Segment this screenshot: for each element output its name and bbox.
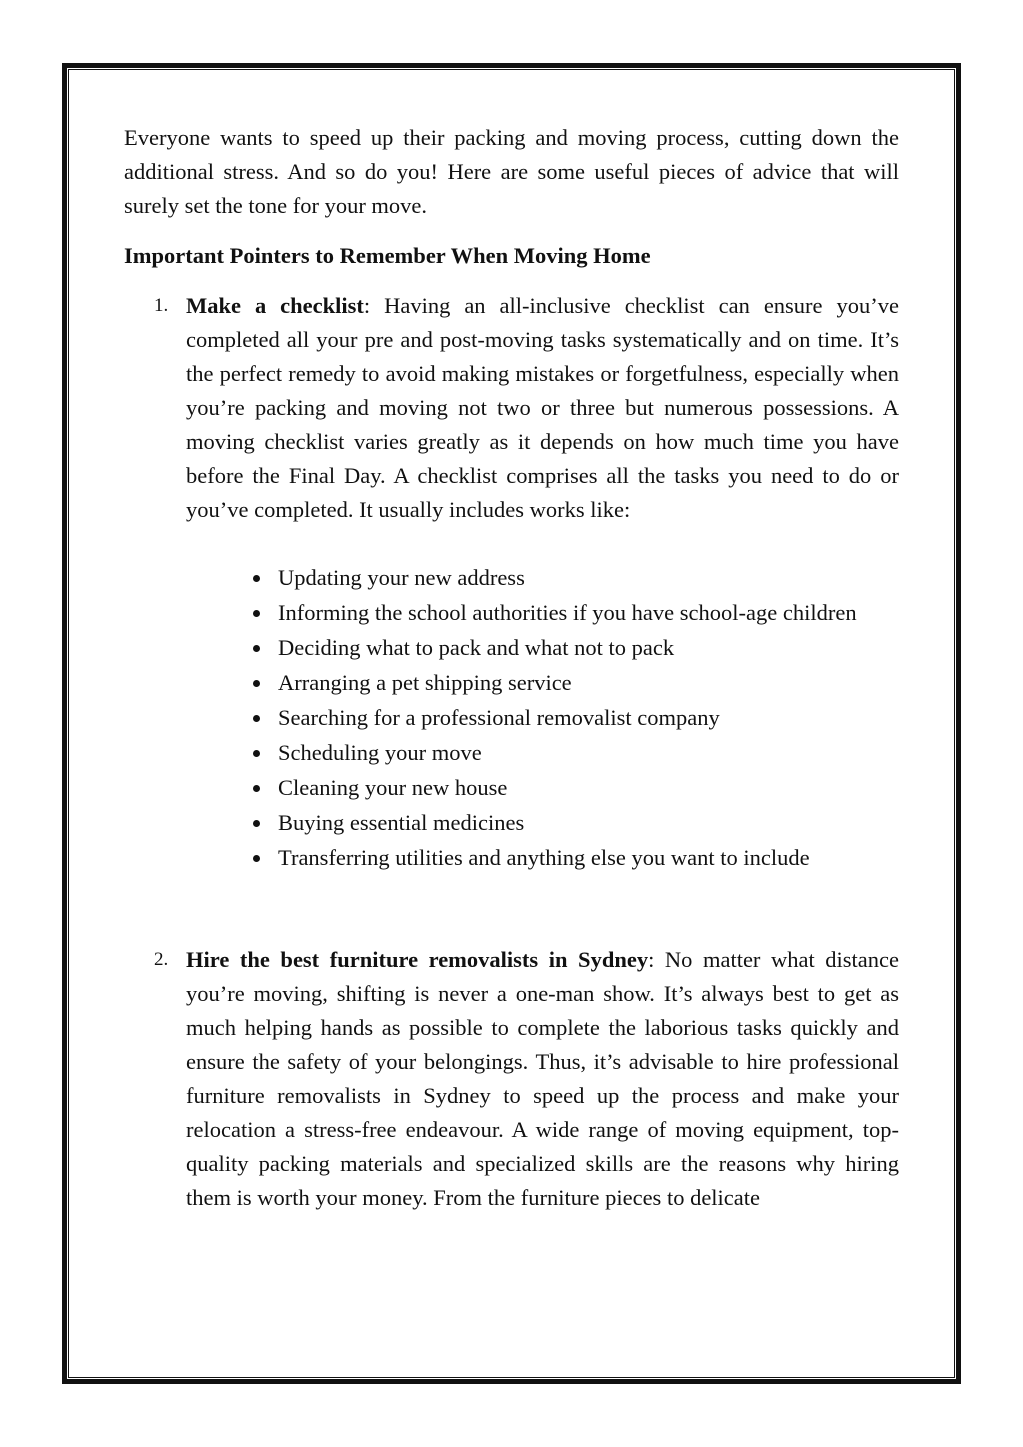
section-heading: Important Pointers to Remember When Moving Home [124,243,651,268]
bullet-item [186,561,899,595]
bullet-icon [253,855,260,862]
bullet-icon [253,645,260,652]
bullet-item [186,701,899,735]
bullet-item [186,771,899,805]
item-lead: Make a checklist [186,293,364,318]
bullet-text: Deciding what to pack and what not to pack [278,635,675,660]
list-item-removalists [124,943,899,1215]
bullet-text: Arranging a pet shipping service [278,670,572,695]
bullet-icon [253,610,260,617]
bullet-text: Updating your new address [278,565,525,590]
bullet-icon [253,680,260,687]
item-body: : Having an all-inclusive checklist can ensure you’ve completed all your pre and post-moving tasks systematically and on time. It’s the perfect remedy to avoid making mistakes or forgetfulness, especially when you’re packing and moving not two or three but numerous possessions. A moving checklist varies greatly as it depends on how much time you have before the Final Day. A checklist comprises all the tasks you need to do or you’ve completed. It usually includes works like: [186,293,899,522]
bullet-item [186,736,899,770]
bullet-text: Informing the school authorities if you have school-age children [278,600,857,625]
bullet-text: Cleaning your new house [278,775,508,800]
bullet-icon [253,750,260,757]
bullet-item [186,841,899,875]
pointers-list [124,289,899,1215]
checklist-bullets [186,561,899,875]
bullet-item [186,631,899,665]
bullet-text: Buying essential medicines [278,810,525,835]
list-item-checklist [124,289,899,875]
item-lead: Hire the best furniture removalists in Sydney [186,947,649,972]
intro-paragraph: Everyone wants to speed up their packing and moving process, cutting down the additional stress. And so do you! Here are some useful pieces of advice that will surely set the tone for your move. [124,125,899,218]
bullet-icon [253,820,260,827]
bullet-item [186,666,899,700]
bullet-icon [253,785,260,792]
item-body: : No matter what distance you’re moving, shifting is never a one-man show. It’s always best to get as much helping hands as possible to complete the laborious tasks quickly and ensure the safety of your belongings. Thus, it’s advisable to hire professional furniture removalists in Sydney to speed up the process and make your relocation a stress-free endeavour. A wide range of moving equipment, top-quality packing materials and specialized skills are the reasons why hiring them is worth your money. From the furniture pieces to delicate [186,947,899,1210]
document-body [124,121,899,1215]
bullet-text: Scheduling your move [278,740,482,765]
bullet-icon [253,575,260,582]
bullet-item [186,596,899,630]
bullet-text: Searching for a professional removalist company [278,705,720,730]
bullet-item [186,806,899,840]
bullet-icon [253,715,260,722]
bullet-text: Transferring utilities and anything else you want to include [278,845,810,870]
list-number: 1. [154,295,169,316]
list-number: 2. [154,949,169,970]
